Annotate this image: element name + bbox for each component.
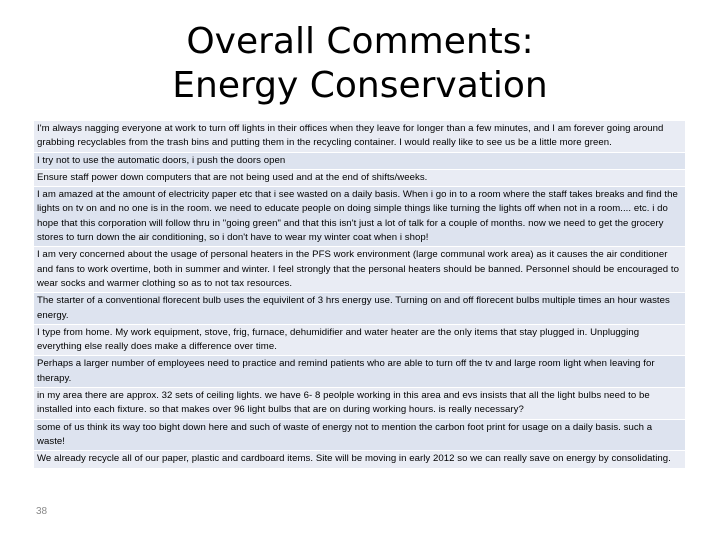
comment-cell: We already recycle all of our paper, plastic and cardboard items. Site will be moving in early 2012 so we can really save on energy by consolidating. bbox=[34, 451, 685, 468]
table-row bbox=[34, 451, 685, 468]
comment-cell: Ensure staff power down computers that are not being used and at the end of shifts/weeks. bbox=[34, 169, 685, 186]
comment-cell: in my area there are approx. 32 sets of ceiling lights. we have 6- 8 peolple working in this area and evs insists that all the light bulbs need to be installed into each fixture. so that makes over 96 light bulbs that are on during working hours. is really necessary? bbox=[34, 388, 685, 420]
title-line-2: Energy Conservation bbox=[172, 65, 548, 106]
comment-cell: I am very concerned about the usage of personal heaters in the PFS work environment (large communal work area) as it causes the air conditioner and fans to work overtime, both in summer and winter. I feel strongly that the personal heaters should be banned. Personnel should be encouraged to wear socks and warmer clothing so as to not tax resources. bbox=[34, 247, 685, 293]
comment-cell: some of us think its way too bight down here and such of waste of energy not to mention the carbon foot print for usage on a daily basis. such a waste! bbox=[34, 419, 685, 451]
comment-cell: I type from home. My work equipment, stove, frig, furnace, dehumidifier and water heater are the only items that stay plugged in. Unplugging everything else really does make a difference over time. bbox=[34, 324, 685, 356]
comment-cell: Perhaps a larger number of employees need to practice and remind patients who are able to turn off the tv and large room light when leaving for therapy. bbox=[34, 356, 685, 388]
page-number: 38 bbox=[36, 506, 48, 517]
comment-cell: The starter of a conventional florecent bulb uses the equivilent of 3 hrs energy use. Turning on and off florecent bulbs multiple times an hour wastes energy. bbox=[34, 293, 685, 325]
table-row bbox=[34, 169, 685, 186]
table-row bbox=[34, 121, 685, 152]
comments-table bbox=[34, 121, 685, 469]
comment-cell: I try not to use the automatic doors, i push the doors open bbox=[34, 152, 685, 169]
table-row bbox=[34, 187, 685, 247]
comment-cell: I am amazed at the amount of electricity paper etc that i see wasted on a daily basis. When i go in to a room where the staff takes breaks and find the lights on tv on and no one is in the room. we need to educate people on doing simple things like turning the lights off when not in a room.... etc. i do hope that this corporation will follow thru in "going green" and that this isn't just a lot of talk for a couple of months. now we need to get the grocery stores to turn down the air conditioning, so i don't have to wear my winter coat when i shop! bbox=[34, 187, 685, 247]
comment-cell: I'm always nagging everyone at work to turn off lights in their offices when they leave for longer than a few minutes, and I am forever going around grabbing recyclables from the trash bins and putting them in the recycling container. I would really like to see us be a little more green. bbox=[34, 121, 685, 152]
page-title bbox=[0, 20, 720, 108]
table-row bbox=[34, 247, 685, 293]
table-row bbox=[34, 419, 685, 451]
table-row bbox=[34, 388, 685, 420]
title-line-1: Overall Comments: bbox=[186, 21, 534, 62]
table-row bbox=[34, 152, 685, 169]
table-row bbox=[34, 356, 685, 388]
table-row bbox=[34, 293, 685, 325]
table-row bbox=[34, 324, 685, 356]
